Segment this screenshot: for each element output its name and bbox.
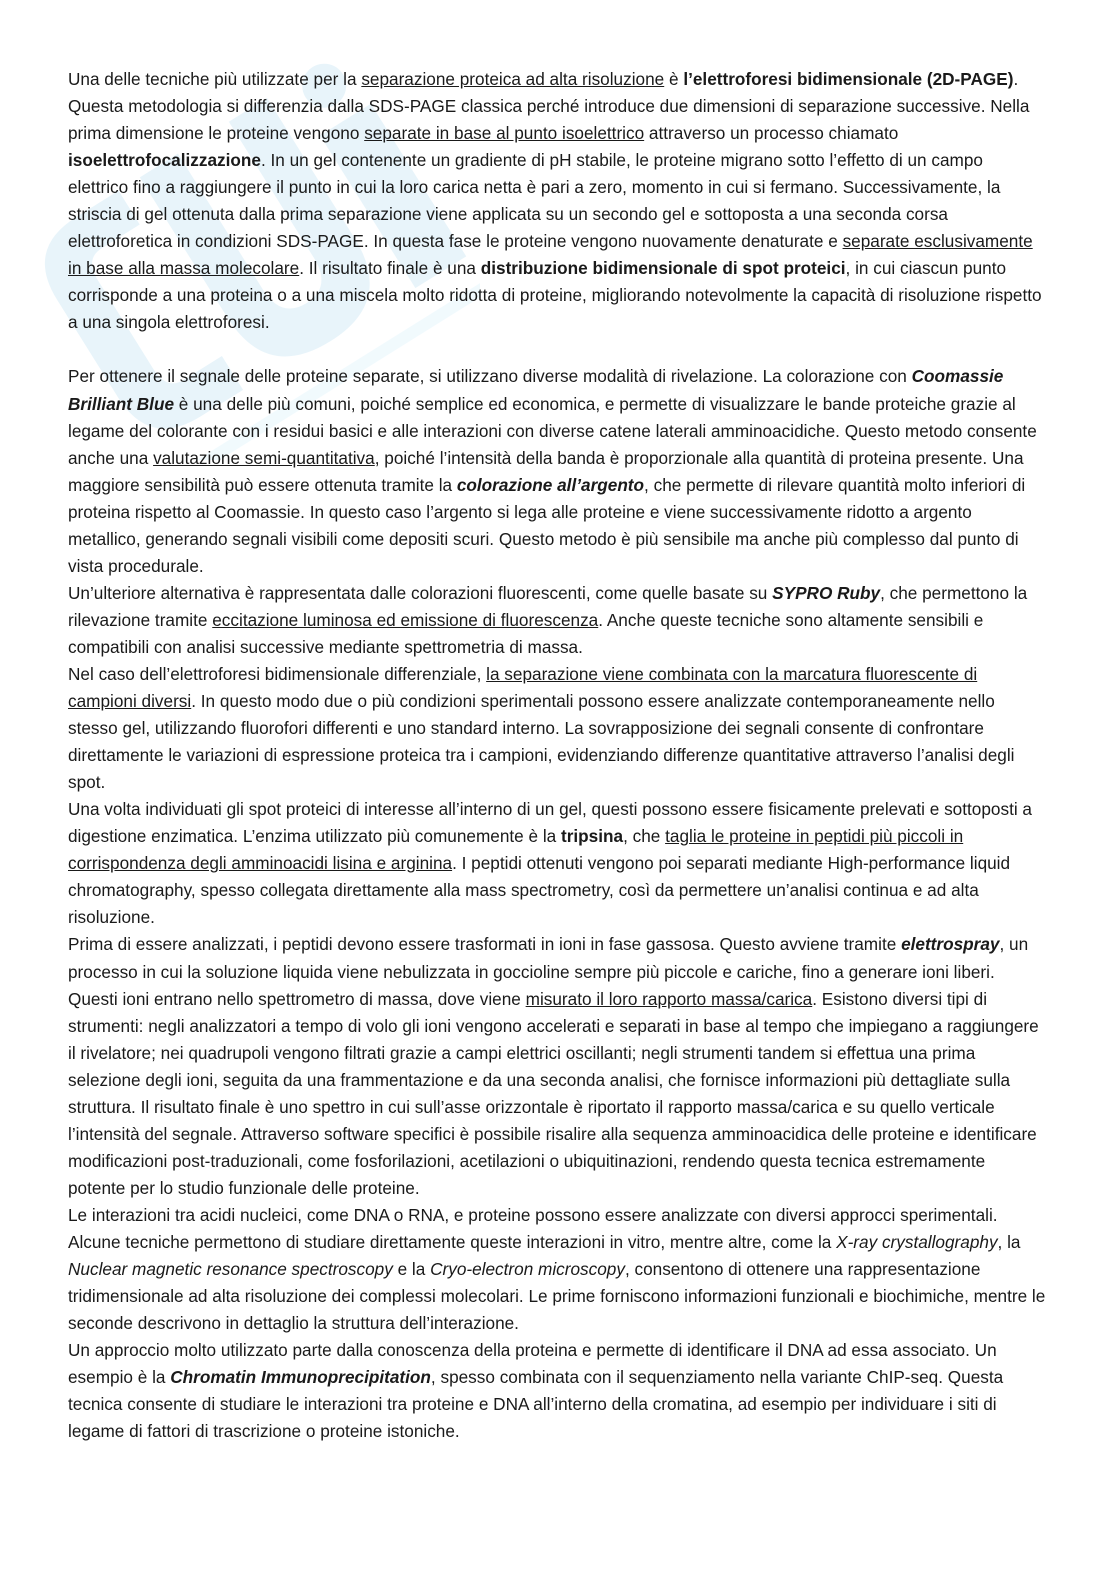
italic-text: Nuclear magnetic resonance spectroscopy bbox=[68, 1259, 393, 1280]
text-run: . In questo modo due o più condizioni sperimentali possono essere analizzate contemporaneamente nello stesso gel, utilizzando fluorofori differenti e uno standard interno. La sovrapposizione dei segnali consente di confrontare direttamente le variazioni di espressione proteica tra i campioni, evidenziando differenze quantitative attraverso l’analisi degli spot. bbox=[68, 691, 1015, 793]
underlined-text: misurato il loro rapporto massa/carica bbox=[525, 988, 813, 1009]
underlined-text: taglia le proteine in peptidi più piccoli in corrispondenza degli amminoacidi lisina e arginina bbox=[68, 826, 964, 874]
text-run: . Esistono diversi tipi di strumenti: negli analizzatori a tempo di volo gli ioni vengono accelerati e separati in base al tempo che impiegano a raggiungere il rivelatore; nei quadrupoli vengono filtrati grazie a campi elettrici oscillanti; negli strumenti tandem si effettua una prima selezione degli ioni, seguita da una frammentazione e da una seconda analisi, che fornisce informazioni più dettagliate sulla struttura. Il risultato finale è uno spettro in cui sull’asse orizzontale è riportato il rapporto massa/carica e su quello verticale l’intensità del segnale. Attraverso software specifici è possibile risalire alla sequenza amminoacidica delle proteine e identificare modificazioni post-traduzionali, come fosforilazioni, acetilazioni o ubiquitinazioni, rendendo questa tecnica estremamente potente per lo studio funzionale delle proteine. bbox=[68, 988, 1039, 1198]
underlined-text: separate esclusivamente in base alla massa molecolare bbox=[68, 231, 1033, 279]
text-run: . I peptidi ottenuti vengono poi separati mediante High-performance liquid chromatography, spesso collegata direttamente alla mass spectrometry, così da permettere un’analisi continua e ad alta risoluzione. bbox=[68, 853, 1011, 928]
text-run: attraverso un processo chiamato bbox=[644, 123, 899, 144]
underlined-text: valutazione semi-quantitativa bbox=[153, 447, 375, 468]
paragraph bbox=[68, 363, 1046, 579]
italic-text: X-ray crystallography bbox=[836, 1231, 998, 1252]
underlined-text: separazione proteica ad alta risoluzione bbox=[361, 69, 665, 89]
paragraph bbox=[68, 661, 1046, 796]
text-run: , che bbox=[623, 826, 666, 847]
bold-italic-text: elettrospray bbox=[901, 934, 1000, 955]
paragraph bbox=[68, 580, 1046, 661]
text-run: è bbox=[664, 69, 684, 89]
text-run: Un’ulteriore alternativa è rappresentata dalle colorazioni fluorescenti, come quelle basate su bbox=[68, 582, 773, 603]
text-run: e la bbox=[392, 1259, 431, 1280]
bold-italic-text: Coomassie Brilliant Blue bbox=[68, 366, 1004, 414]
text-run: è una delle più comuni, poiché semplice ed economica, e permette di visualizzare le bande proteiche grazie al legame del colorante con i residui basici e alle interazioni con diverse catene laterali amminoacidiche. Questo metodo consente anche una bbox=[68, 393, 1037, 468]
bold-text: isoelettrofocalizzazione bbox=[68, 150, 261, 171]
text-run: , consentono di ottenere una rappresentazione tridimensionale ad alta risoluzione dei complessi molecolari. Le prime forniscono informazioni funzionali e biochimiche, mentre le seconde descrivono in dettaglio la struttura dell’interazione. bbox=[68, 1259, 1046, 1334]
text-run: . Il risultato finale è una bbox=[299, 258, 481, 279]
text-run: Un approccio molto utilizzato parte dalla conoscenza della proteina e permette di identificare il DNA ad essa associato. Un esempio è la bbox=[68, 1340, 997, 1388]
text-run: , poiché l’intensità della banda è proporzionale alla quantità di proteina presente. Una maggiore sensibilità può essere ottenuta tramite la bbox=[68, 447, 1024, 495]
text-run: Nel caso dell’elettroforesi bidimensionale differenziale, bbox=[68, 663, 487, 684]
document-body bbox=[68, 66, 1046, 1445]
text-run: Per ottenere il segnale delle proteine separate, si utilizzano diverse modalità di rivelazione. La colorazione con bbox=[68, 366, 912, 387]
bold-text: distribuzione bidimensionale di spot proteici bbox=[480, 258, 846, 279]
text-run: , che permette di rilevare quantità molto inferiori di proteina rispetto al Coomassie. In questo caso l’argento si lega alle proteine e viene successivamente ridotto a argento metallico, generando segnali visibili come depositi scuri. Questo metodo è più sensibile ma anche più complesso dal punto di vista procedurale. bbox=[68, 474, 1026, 576]
text-run: . Questa metodologia si differenzia dalla SDS-PAGE classica perché introduce due dimensioni di separazione successive. Nella prima dimensione le proteine vengono bbox=[68, 69, 1030, 144]
paragraph bbox=[68, 1337, 1046, 1445]
text-run: . In un gel contenente un gradiente di pH stabile, le proteine migrano sotto l’effetto di un campo elettrico fino a raggiungere il punto in cui la loro carica netta è pari a zero, momento in cui si fermano. Successivamente, la striscia di gel ottenuta dalla prima separazione viene applicata su un secondo gel e sottoposta a una seconda corsa elettroforetica in condizioni SDS-PAGE. In questa fase le proteine vengono nuovamente denaturate e bbox=[68, 150, 1001, 252]
underlined-text: eccitazione luminosa ed emissione di fluorescenza bbox=[212, 609, 599, 630]
bold-text: l’elettroforesi bidimensionale (2D-PAGE) bbox=[683, 69, 1014, 89]
bold-italic-text: Chromatin Immunoprecipitation bbox=[170, 1367, 431, 1388]
bold-italic-text: SYPRO Ruby bbox=[772, 582, 881, 603]
paragraph bbox=[68, 931, 1046, 1201]
text-run: , la bbox=[997, 1231, 1021, 1252]
text-run: Una delle tecniche più utilizzate per la bbox=[68, 69, 362, 89]
text-run: , che permettono la rilevazione tramite bbox=[68, 582, 1028, 630]
text-run: Le interazioni tra acidi nucleici, come DNA o RNA, e proteine possono essere analizzate con diversi approcci sperimentali. Alcune tecniche permettono di studiare direttamente queste interazioni in vitro, mentre altre, come la bbox=[68, 1204, 998, 1252]
paragraph bbox=[68, 66, 1046, 336]
text-run: Prima di essere analizzati, i peptidi devono essere trasformati in ioni in fase gassosa. Questo avviene tramite bbox=[68, 934, 902, 955]
text-run: . Anche queste tecniche sono altamente sensibili e compatibili con analisi successive mediante spettrometria di massa. bbox=[68, 609, 984, 657]
text-run: , spesso combinata con il sequenziamento nella variante ChIP-seq. Questa tecnica consente di studiare le interazioni tra proteine e DNA all’interno della cromatina, ad esempio per individuare i siti di legame di fattori di trascrizione o proteine istoniche. bbox=[68, 1367, 1004, 1442]
underlined-text: la separazione viene combinata con la marcatura fluorescente di campioni diversi bbox=[68, 663, 978, 712]
paragraph bbox=[68, 1202, 1046, 1337]
paragraph bbox=[68, 796, 1046, 931]
text-run: , un processo in cui la soluzione liquida viene nebulizzata in goccioline sempre più piccole e cariche, fino a generare ioni liberi. Questi ioni entrano nello spettrometro di massa, dove viene bbox=[68, 934, 1029, 1009]
underlined-text: separate in base al punto isoelettrico bbox=[364, 123, 645, 144]
italic-text: Cryo-electron microscopy bbox=[430, 1259, 625, 1280]
bold-italic-text: colorazione all’argento bbox=[456, 474, 645, 495]
text-run: , in cui ciascun punto corrisponde a una proteina o a una miscela molto ridotta di proteine, migliorando notevolmente la capacità di risoluzione rispetto a una singola elettroforesi. bbox=[68, 258, 1042, 333]
bold-text: tripsina bbox=[560, 826, 624, 847]
text-run: Una volta individuati gli spot proteici di interesse all’interno di un gel, questi possono essere fisicamente prelevati e sottoposti a digestione enzimatica. L’enzima utilizzato più comunemente è la bbox=[68, 799, 1032, 847]
